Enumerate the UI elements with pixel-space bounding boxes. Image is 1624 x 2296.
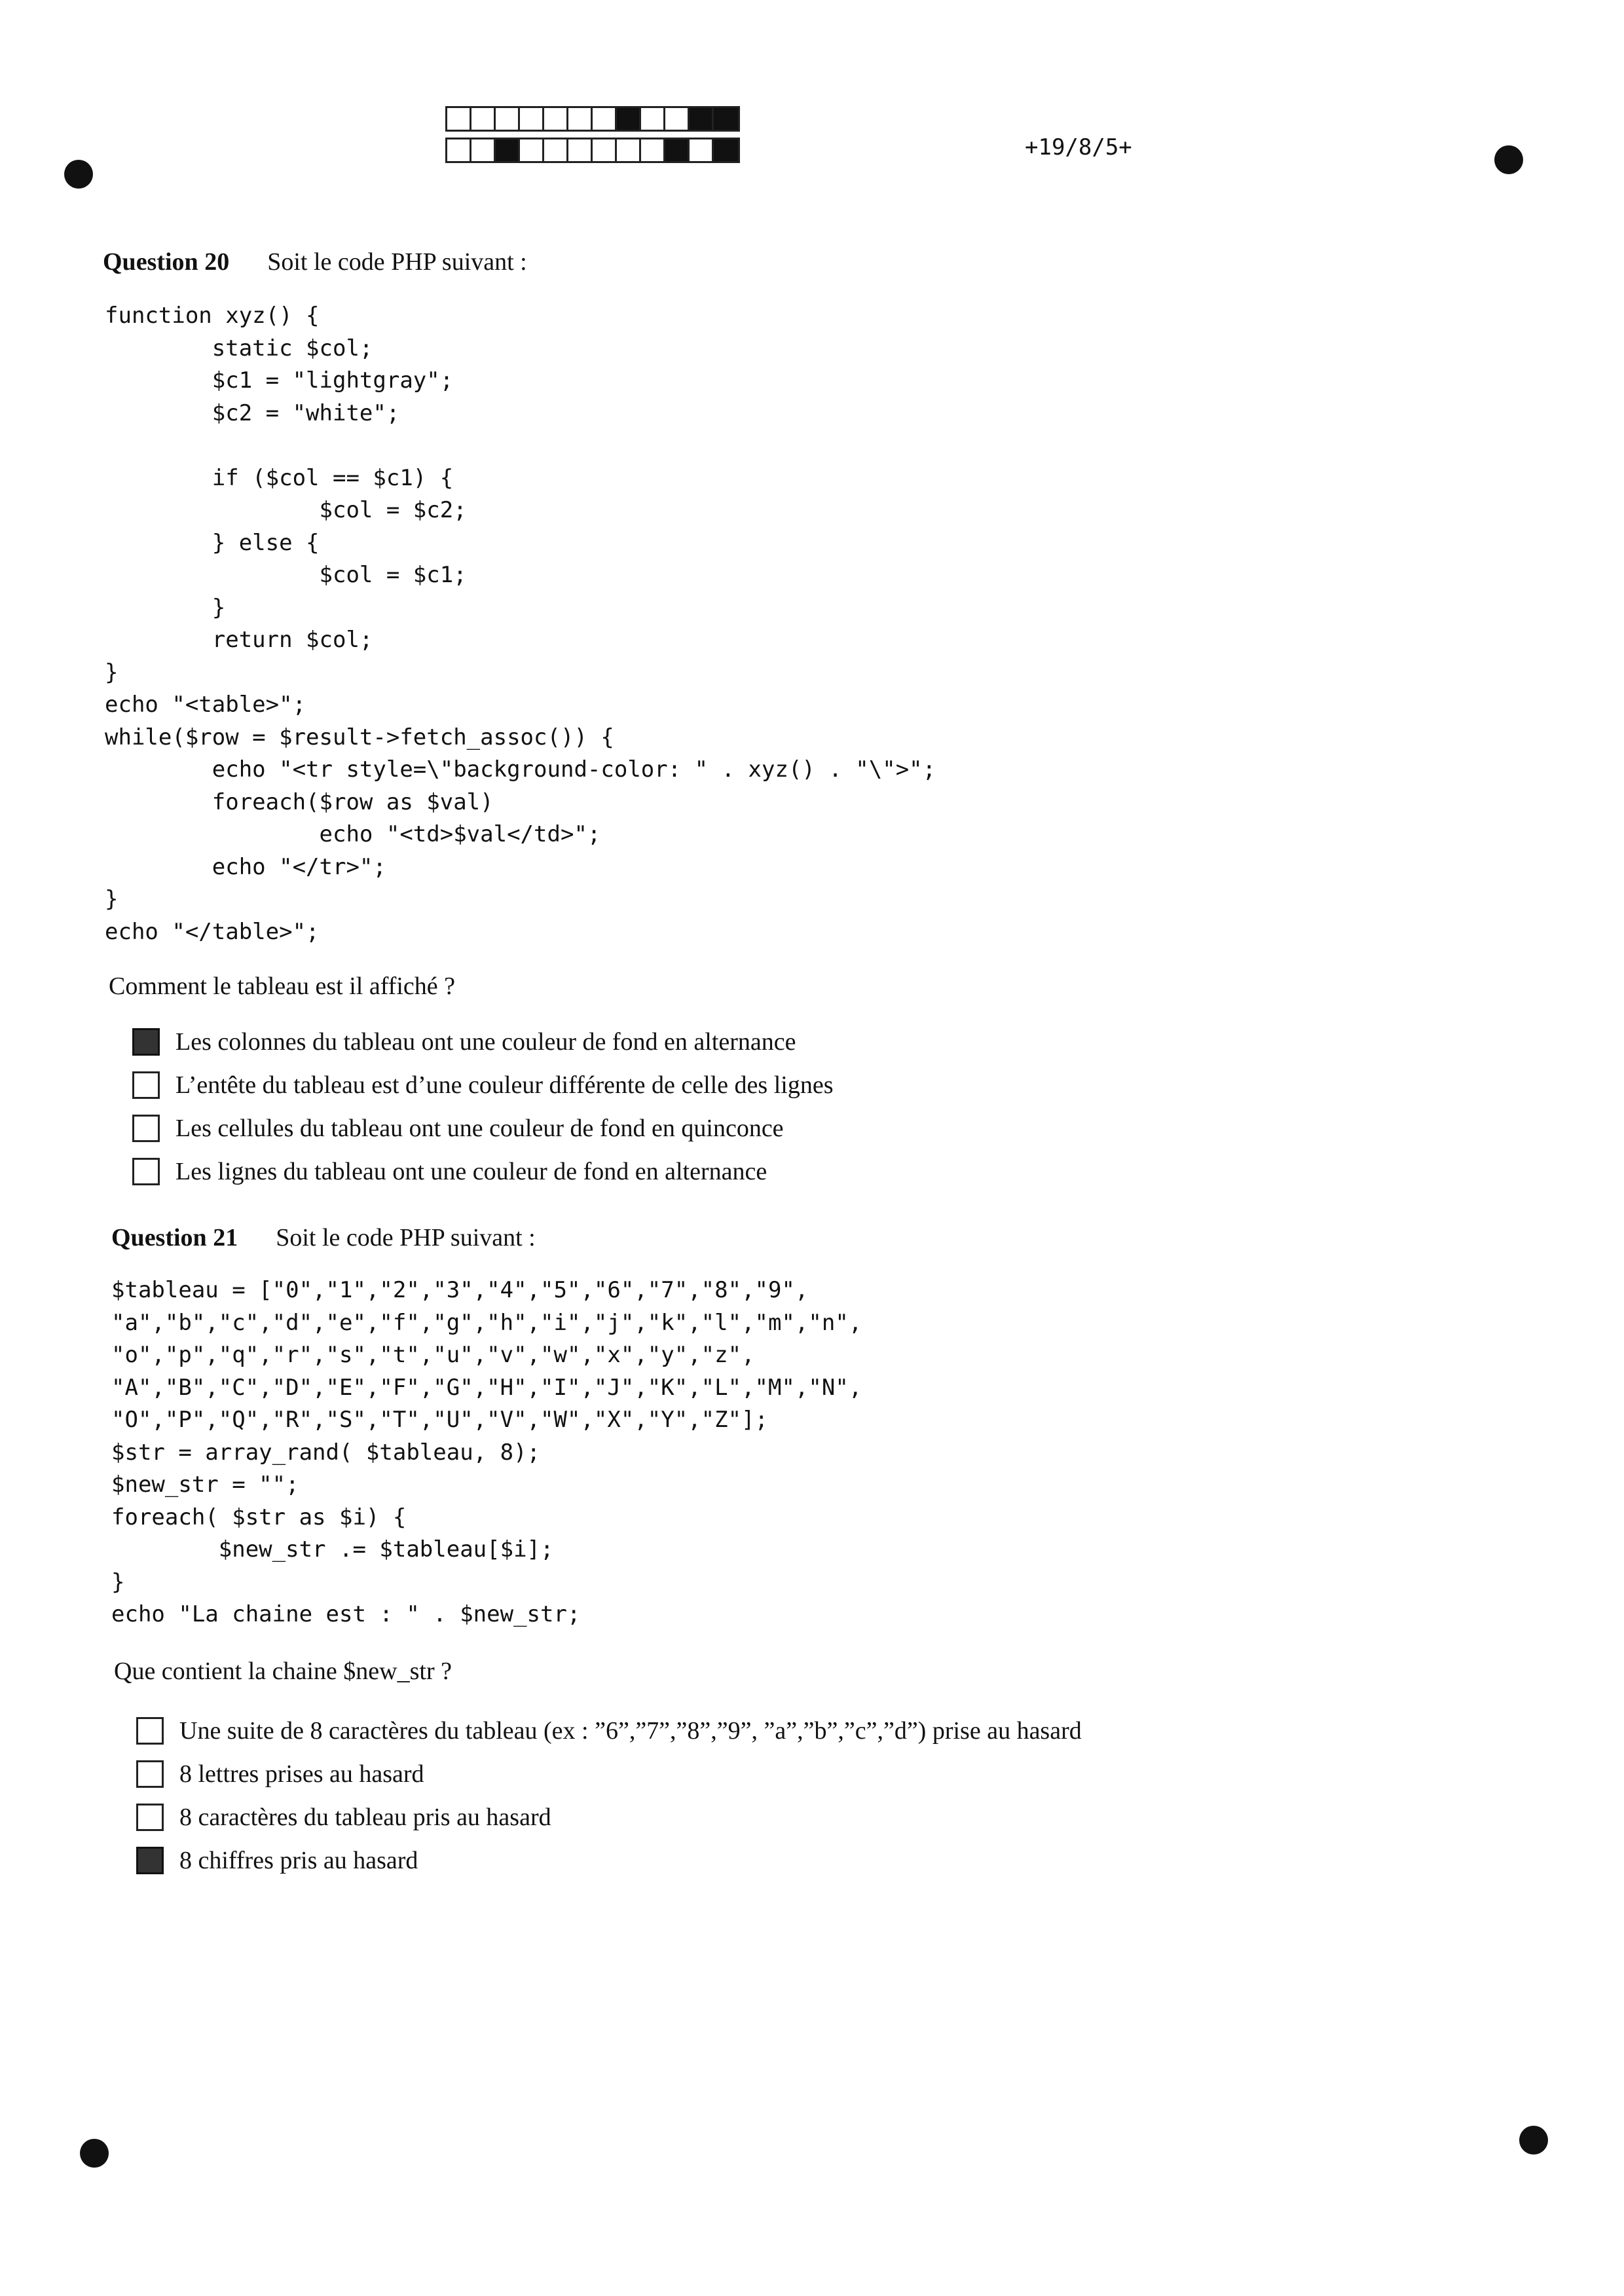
answer-checkbox[interactable]	[136, 1760, 164, 1788]
answer-option[interactable]	[132, 1020, 833, 1064]
answer-option[interactable]	[136, 1709, 1082, 1752]
id-box	[690, 108, 714, 130]
student-id-boxes-row-2	[445, 138, 740, 163]
answer-label: Les cellules du tableau ont une couleur de fond en quinconce	[175, 1115, 784, 1142]
id-box	[714, 108, 738, 130]
answer-label: 8 caractères du tableau pris au hasard	[179, 1804, 551, 1831]
id-box	[496, 108, 520, 130]
answer-label: 8 lettres prises au hasard	[179, 1760, 424, 1788]
answer-label: Les colonnes du tableau ont une couleur de fond en alternance	[175, 1028, 796, 1056]
id-box	[665, 108, 690, 130]
id-box	[568, 108, 593, 130]
answer-label: L’entête du tableau est d’une couleur différente de celle des lignes	[175, 1071, 834, 1099]
question-number: Question 20	[103, 248, 230, 276]
answer-option[interactable]	[132, 1064, 833, 1107]
question-20-answers	[132, 1020, 833, 1193]
answer-checkbox[interactable]	[132, 1158, 160, 1185]
answer-label: 8 chiffres pris au hasard	[179, 1847, 418, 1874]
answer-checkbox[interactable]	[132, 1028, 160, 1056]
answer-checkbox[interactable]	[132, 1115, 160, 1142]
answer-option[interactable]	[132, 1107, 833, 1150]
id-box	[447, 108, 471, 130]
id-box	[641, 139, 665, 161]
question-21-header	[111, 1223, 536, 1252]
answer-option[interactable]	[132, 1150, 833, 1193]
id-box	[447, 139, 471, 161]
answer-option[interactable]	[136, 1796, 1082, 1839]
question-20-header	[103, 248, 527, 276]
id-box	[568, 139, 593, 161]
question-intro: Soit le code PHP suivant :	[267, 248, 527, 276]
question-21-prompt: Que contient la chaine $new_str ?	[114, 1657, 452, 1685]
id-box	[471, 139, 496, 161]
id-box	[520, 108, 544, 130]
id-box	[714, 139, 738, 161]
id-box	[617, 139, 641, 161]
registration-mark-bottom-left	[80, 2139, 109, 2168]
answer-label: Les lignes du tableau ont une couleur de fond en alternance	[175, 1158, 767, 1185]
page-code: +19/8/5+	[1025, 134, 1132, 160]
student-id-boxes-row-1	[445, 106, 740, 132]
id-box	[544, 139, 568, 161]
question-21-answers	[136, 1709, 1082, 1882]
question-20-prompt: Comment le tableau est il affiché ?	[109, 972, 455, 1000]
question-20-code: function xyz() { static $col; $c1 = "lightgray"; $c2 = "white"; if ($col == $c1) { $col = $c2; } else { $col = $c1; } return $col; } echo "<table>"; while($row = $result->fetch_assoc()) { echo "<tr style=\"background-color: " . xyz() . "\">"; foreach($row as $val) echo "<td>$val</td>"; echo "</tr>"; } echo "</table>";	[105, 303, 936, 945]
id-box	[593, 108, 617, 130]
id-box	[471, 108, 496, 130]
answer-checkbox[interactable]	[136, 1847, 164, 1874]
answer-checkbox[interactable]	[136, 1804, 164, 1831]
id-box	[496, 139, 520, 161]
id-box	[690, 139, 714, 161]
id-box	[665, 139, 690, 161]
answer-checkbox[interactable]	[136, 1717, 164, 1745]
registration-mark-top-right	[1494, 145, 1523, 174]
id-box	[593, 139, 617, 161]
id-box	[544, 108, 568, 130]
id-box	[520, 139, 544, 161]
registration-mark-top-left	[64, 160, 93, 189]
question-intro: Soit le code PHP suivant :	[276, 1224, 536, 1251]
answer-option[interactable]	[136, 1752, 1082, 1796]
registration-mark-bottom-right	[1519, 2126, 1548, 2155]
answer-label: Une suite de 8 caractères du tableau (ex : ”6”,”7”,”8”,”9”, ”a”,”b”,”c”,”d”) prise au hasard	[179, 1717, 1082, 1745]
question-number: Question 21	[111, 1224, 238, 1251]
answer-checkbox[interactable]	[132, 1071, 160, 1099]
question-21-code: $tableau = ["0","1","2","3","4","5","6","7","8","9", "a","b","c","d","e","f","g","h","i","j","k","l","m","n", "o","p","q","r","s","t","u","v","w","x","y","z", "A","B","C","D","E","F","G","H","I","J","K","L","M","N", "O","P","Q","R","S","T","U","V","W","X","Y","Z"]; $str = array_rand( $tableau, 8); $new_str = ""; foreach( $str as $i) { $new_str .= $tableau[$i]; } echo "La chaine est : " . $new_str;	[111, 1277, 862, 1627]
answer-option[interactable]	[136, 1839, 1082, 1882]
id-box	[617, 108, 641, 130]
id-box	[641, 108, 665, 130]
